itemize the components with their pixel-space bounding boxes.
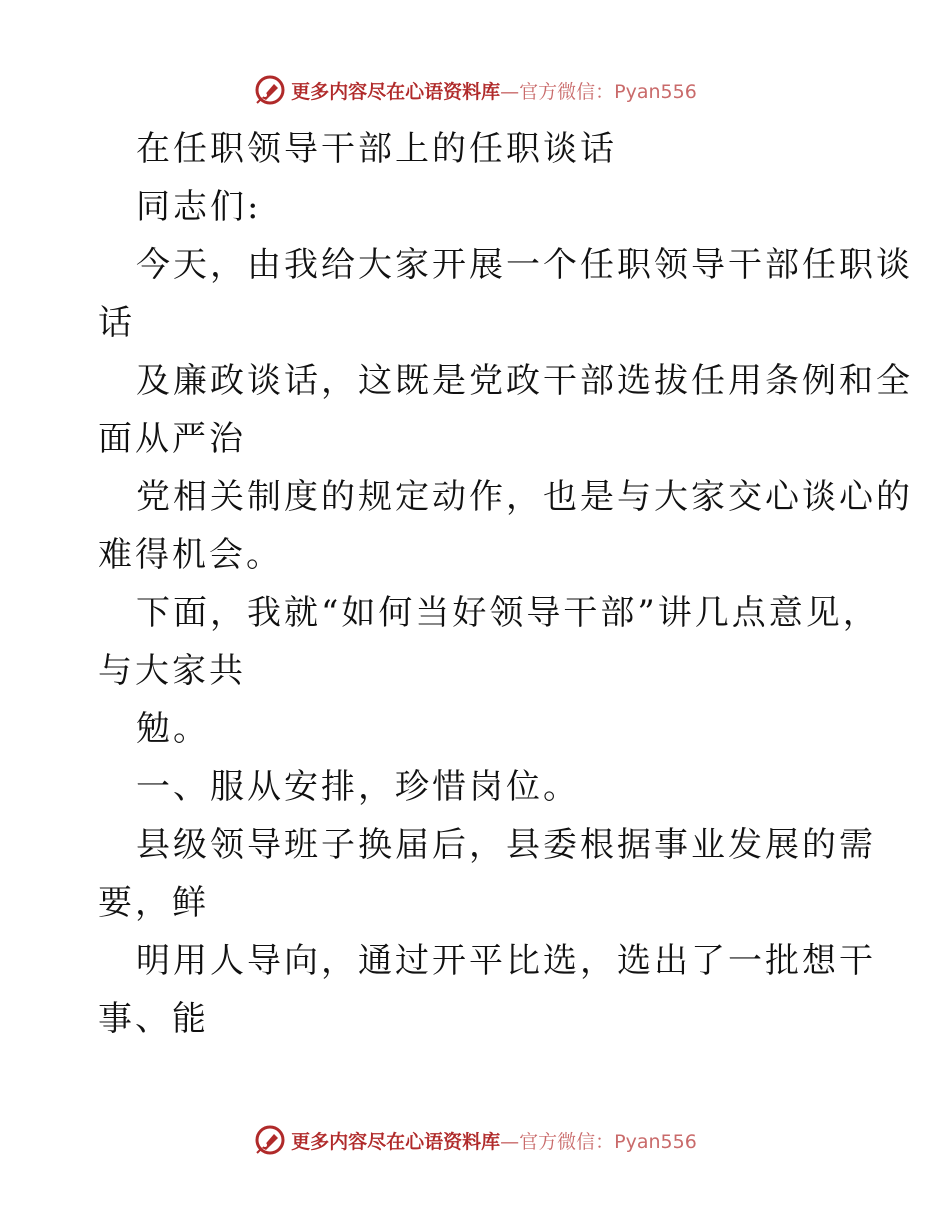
header-banner-text (291, 77, 697, 104)
footer-brand-name: 更多内容尽在心语资料库 (291, 1130, 501, 1153)
text-line: 一、服从安排，珍惜岗位。 (136, 767, 580, 807)
header-banner (0, 70, 950, 110)
text-line: 勉。 (136, 709, 210, 749)
text-line: 难得机会。 (98, 535, 283, 575)
text-line: 党相关制度的规定动作，也是与大家交心谈心的 (136, 477, 913, 517)
footer-banner-inner (253, 1123, 697, 1157)
footer-wechat-id: —官方微信：Pyan556 (500, 1130, 697, 1153)
header-banner-inner (253, 73, 697, 107)
text-line: 面从严治 (98, 419, 246, 459)
text-line: 今天，由我给大家开展一个任职领导干部任职谈 (136, 245, 913, 285)
text-line: 同志们: (136, 187, 262, 227)
header-brand-name: 更多内容尽在心语资料库 (291, 80, 501, 103)
text-line: 下面，我就“如何当好领导干部”讲几点意见， (136, 593, 880, 633)
text-line: 要，鲜 (98, 883, 209, 923)
text-line: 话 (98, 303, 135, 343)
text-line: 在任职领导干部上的任职谈话 (136, 129, 617, 169)
footer-banner (0, 1120, 950, 1160)
text-line: 与大家共 (98, 651, 246, 691)
header-wechat-id: —官方微信：Pyan556 (500, 80, 697, 103)
text-line: 事、能 (98, 999, 209, 1039)
document-body (98, 120, 913, 1048)
pen-nib-logo-icon (253, 1123, 287, 1157)
footer-banner-text (291, 1127, 697, 1154)
pen-nib-logo-icon (253, 73, 287, 107)
text-line: 及廉政谈话，这既是党政干部选拔任用条例和全 (136, 361, 913, 401)
text-line: 县级领导班子换届后，县委根据事业发展的需 (136, 825, 876, 865)
text-line: 明用人导向，通过开平比选，选出了一批想干 (136, 941, 876, 981)
